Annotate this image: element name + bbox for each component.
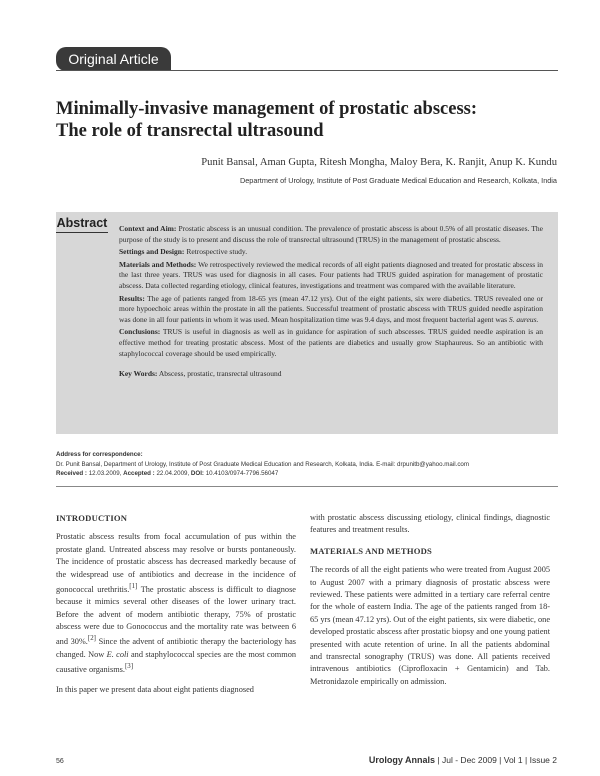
introduction-paragraph-1: Prostatic abscess results from focal accumulation of pus within the prostate gland. Untreated abscess may resolve or bursts pontaneously. The incidence of prostatic abscess has decreased markedly because of the widespread use of antibiotics and decrease in the incidence of gonococcal urethritis.[1] The prostatic abscess is difficult to diagnose because it mimics several other diseases of the lower urinary tract. Before the advent of modern antibiotic therapy, 75% of prostatic abscess were due to Gonococcus and the mortality rate was between 6 and 30%.[2] Since the advent of antibiotic therapy the bacteriology has changed. Now E. coli and staphylococcal species are the most common causative organisms.[3] bbox=[56, 532, 296, 674]
abstract-text bbox=[119, 224, 543, 382]
journal-name: Urology Annals bbox=[368, 755, 436, 765]
abstract-conclusions: Conclusions: TRUS is useful in diagnosis as well as in guidance for aspiration of such abscesses. TRUS guided needle aspiration is an effective method for treating prostatic abscess. Most of the patients are diabetics and usually grow Staphaureus. So an antibiotic with staphylococcal coverage should be used empirically. bbox=[119, 327, 543, 358]
introduction-heading: INTRODUCTION bbox=[56, 513, 128, 523]
title-line-1: Minimally-invasive management of prostatic abscess: bbox=[56, 99, 478, 119]
introduction-continuation: with prostatic abscess discussing etiology, clinical findings, diagnostic features and treatment results. bbox=[310, 513, 550, 535]
journal-footer bbox=[369, 755, 557, 765]
publication-dates: Received : 12.03.2009, Accepted : 22.04.2009, DOI: 10.4103/0974-7796.56047 bbox=[56, 470, 279, 478]
author-list: Punit Bansal, Aman Gupta, Ritesh Mongha, Maloy Bera, K. Ranjit, Anup K. Kundu bbox=[201, 157, 557, 168]
abstract-settings: Settings and Design: Retrospective study. bbox=[119, 247, 248, 257]
correspondence-rule bbox=[56, 486, 558, 487]
issue-info: | Jul - Dec 2009 | Vol 1 | Issue 2 bbox=[437, 755, 557, 765]
left-column bbox=[56, 512, 296, 705]
article-title bbox=[56, 98, 556, 142]
abstract-label: Abstract bbox=[56, 214, 108, 233]
page-number: 56 bbox=[56, 758, 64, 765]
correspondence-label: Address for correspondence: bbox=[56, 451, 143, 458]
right-column bbox=[310, 512, 550, 696]
methods-paragraph: The records of all the eight patients who were treated from August 2005 to August 2007 with a primary diagnosis of prostatic abscess were reviewed. These patients were admitted in a tertiary care referral centre for the whole of eastern India. The age of the patients ranged from 18-65 yrs (mean 47.12 yrs). Out of the eight patients, six were diabetic, one developed prostatic abscess after prostatic biopsy and one young patient presented with acute retention of urine. In all the patients abdominal and transrectal sonography (TRUS) was done. All patients received intravenous antibiotics (Ciprofloxacin + Gentamicin) and Tab. Metronidazole empirically on admission. bbox=[310, 565, 550, 686]
abstract-keywords: Key Words: Abscess, prostatic, transrectal ultrasound bbox=[119, 369, 282, 379]
abstract-results: Results: The age of patients ranged from 18-65 yrs (mean 47.12 yrs). Out of the eight patients, six were diabetics. TRUS revealed one or more hypoechoic areas within the prostate in all the patients. Successful treatment of prostatic abscess with TRUS guided needle aspiration was done in all four patients in whom it was used. Mean hospitalization time was 9.4 days, and most frequent bacterial agent was S. aureus. bbox=[119, 293, 543, 324]
introduction-paragraph-2: In this paper we present data about eight patients diagnosed bbox=[56, 685, 254, 695]
article-type-tab: Original Article bbox=[56, 47, 171, 71]
header-rule bbox=[56, 70, 558, 71]
affiliation: Department of Urology, Institute of Post Graduate Medical Education and Research, Kolkata, India bbox=[239, 176, 557, 185]
correspondence-block bbox=[56, 450, 556, 479]
abstract-methods: Materials and Methods: We retrospectively reviewed the medical records of all eight patients diagnosed and treated for prostatic abscess in the last three years. TRUS was used for diagnosis in all cases. Four patients had TRUS guided aspiration for management of prostatic abscess. Data collected regarding etiology, clinical features, investigations and treatment was compared with the available literature. bbox=[119, 259, 544, 290]
title-line-2: The role of transrectal ultrasound bbox=[56, 121, 324, 141]
methods-heading: MATERIALS AND METHODS bbox=[310, 545, 432, 556]
abstract-context: Context and Aim: Prostatic abscess is an unusual condition. The prevalence of prostatic abscess is about 0.5% of all prostatic diseases. The purpose of the study is to present and discuss the role of transrectal ultrasound (TRUS) in the management of prostatic abscess. bbox=[119, 224, 543, 244]
correspondence-address: Dr. Punit Bansal, Department of Urology, Institute of Post Graduate Medical Education and Research, Kolkata, India. E-mail: drpunitb@yahoo.mail.com bbox=[56, 460, 470, 468]
